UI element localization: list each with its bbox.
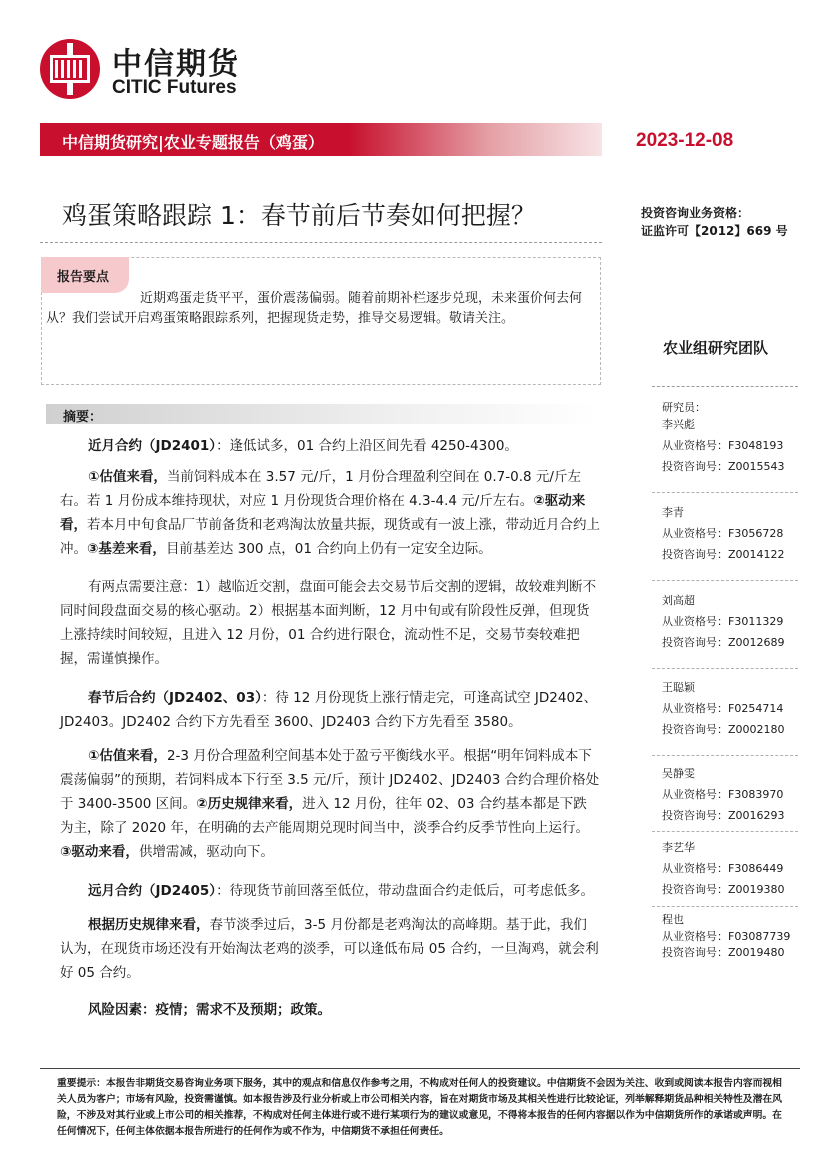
history-rule-heading: 根据历史规律来看，	[88, 917, 210, 933]
analyst-divider	[652, 668, 798, 669]
paragraph-risk	[60, 998, 600, 1022]
report-date: 2023-12-08	[636, 130, 734, 151]
team-divider	[652, 386, 798, 387]
analyst-advisory: 投资咨询号：Z0019380	[662, 883, 785, 896]
analyst-name: 李青	[662, 506, 684, 519]
basis-heading: ③基差来看，	[87, 541, 166, 557]
citic-futures-logo	[38, 37, 258, 101]
report-title: 鸡蛋策略跟踪 1：春节前后节奏如何把握？	[62, 201, 536, 230]
analyst-card	[662, 909, 802, 962]
analyst-cert: 从业资格号：F3011329	[662, 615, 784, 628]
paragraph-history	[60, 913, 600, 985]
key-points-tab	[41, 257, 129, 293]
analyst-advisory: 投资咨询号：Z0012689	[662, 636, 785, 649]
analyst-divider	[652, 755, 798, 756]
analyst-advisory: 投资咨询号：Z0014122	[662, 548, 785, 561]
analyst-advisory: 投资咨询号：Z0019480	[662, 946, 785, 959]
driver-text-2: 供增需减，驱动向下。	[138, 844, 274, 860]
report-category-banner	[40, 123, 602, 156]
citic-logo-icon	[38, 37, 102, 101]
analyst-name: 程也	[662, 913, 684, 926]
valuation-text-2: 2-3 月份合理盈利空间基本处于盈亏平衡线水平。根据“明年饲料成本下震荡偏弱”的预期，若饲料成本下行至 3.5 元/斤，预计 JD2402、JD2403 合约合理价格处于 3400-3500 区间。	[60, 748, 600, 812]
analyst-cert: 从业资格号：F3086449	[662, 862, 784, 875]
paragraph-post-festival	[60, 686, 600, 734]
paragraph-far-month	[60, 879, 600, 903]
analyst-cert: 从业资格号：F3083970	[662, 788, 784, 801]
team-title: 农业组研究团队	[663, 339, 769, 357]
driver-heading: ②驱动来看，	[60, 493, 586, 533]
paragraph-notes: 有两点需要注意：1）越临近交割，盘面可能会去交易节后交割的逻辑，故较难判断不同时间段盘面交易的核心驱动。2）根据基本面判断，12 月中旬或有阶段性反弹，但现货上涨持续时间较短，且进入 12 月份，01 合约进行限仓，流动性不足，交易节奏较难把握，需谨慎操作。	[60, 579, 597, 667]
analyst-card	[662, 677, 802, 740]
analyst-cert: 从业资格号：F3048193	[662, 439, 784, 452]
near-month-heading: 近月合约（JD2401）	[88, 438, 217, 454]
disclaimer: 重要提示：本报告非期货交易咨询业务项下服务，其中的观点和信息仅作参考之用，不构成对任何人的投资建议。中信期货不会因为关注、收到或阅读本报告内容而视相关人员为客户；市场有风险，投资需谨慎。如本报告涉及行业分析或上市公司相关内容，旨在对期货市场及其相关性进行比较论证，列举解释期货品种相关特性及潜在风险，不涉及对其行业或上市公司的相关推荐，不构成对任何主体进行或不进行某项行为的建议或意见，不得将本报告的任何内容据以作为中信期货所作的承诺或声明。在任何情况下，任何主体依据本报告所进行的任何作为或不作为，中信期货不承担任何责任。	[57, 1078, 782, 1137]
driver-heading-2: ③驱动来看，	[60, 844, 139, 860]
qualification-block	[641, 204, 788, 240]
analyst-cert: 从业资格号：F3056728	[662, 527, 784, 540]
far-month-text: ：待现货节前回落至低位，带动盘面合约走低后，可考虑低多。	[216, 883, 595, 899]
analyst-cert: 从业资格号：F0254714	[662, 702, 784, 715]
analyst-divider	[652, 906, 798, 907]
paragraph-near-month	[60, 434, 600, 458]
key-points-label: 报告要点	[57, 270, 110, 285]
analyst-divider	[652, 580, 798, 581]
analyst-name: 李兴彪	[662, 418, 695, 431]
basis-text: 目前基差达 300 点，01 合约向上仍有一定安全边际。	[165, 541, 492, 557]
analyst-card	[662, 763, 802, 826]
history-heading: ②历史规律来看，	[196, 796, 303, 812]
driver-text: 若本月中旬食品厂节前备货和老鸡淘汰放量共振，现货或有一波上涨，带动近月合约上冲。	[60, 517, 600, 557]
researcher-label: 研究员：	[662, 401, 706, 414]
paragraph-near-month-analysis	[60, 465, 600, 561]
analyst-cert: 从业资格号：F03087739	[662, 930, 791, 943]
analyst-name: 王聪颖	[662, 681, 695, 694]
analyst-card	[662, 590, 802, 653]
license-number: 证监许可【2012】669 号	[641, 224, 788, 238]
history-text: 进入 12 月份，往年 02、03 合约基本都是下跌为主，除了 2020 年，在明确的去产能周期兑现时间当中，淡季合约反季节性向上运行。	[60, 796, 589, 836]
post-festival-text: ：待 12 月份现货上涨行情走完，可逢高试空 JD2402、JD2403。JD2402 合约下方先看至 3600、JD2403 合约下方先看至 3580。	[60, 690, 598, 730]
far-month-heading: 远月合约（JD2405）	[88, 883, 217, 899]
analyst-divider	[652, 492, 798, 493]
footer-divider	[40, 1068, 800, 1069]
analyst-name: 刘高超	[662, 594, 695, 607]
analyst-name: 李艺华	[662, 841, 695, 854]
analyst-advisory: 投资咨询号：Z0002180	[662, 723, 785, 736]
paragraph-post-festival-analysis	[60, 744, 600, 864]
summary-header	[46, 404, 598, 424]
analyst-card	[662, 414, 802, 477]
valuation-heading: ①估值来看，	[88, 469, 167, 485]
post-festival-heading: 春节后合约（JD2402、03）	[88, 690, 262, 706]
brand-name-en: CITIC Futures	[112, 77, 237, 98]
valuation-heading-2: ①估值来看，	[88, 748, 167, 764]
summary-label: 摘要：	[63, 410, 103, 425]
qualification-label: 投资咨询业务资格：	[641, 206, 750, 220]
near-month-text: ：逢低试多，01 合约上沿区间先看 4250-4300。	[216, 438, 518, 454]
analyst-name: 吴静雯	[662, 767, 695, 780]
analyst-advisory: 投资咨询号：Z0015543	[662, 460, 785, 473]
brand-name-cn: 中信期货	[112, 47, 240, 82]
analyst-divider	[652, 831, 798, 832]
report-category: 中信期货研究|农业专题报告（鸡蛋）	[62, 133, 324, 152]
key-points-text: 近期鸡蛋走货平平，蛋价震荡偏弱。随着前期补栏逐步兑现，未来蛋价何去何从？我们尝试开启鸡蛋策略跟踪系列，把握现货走势，推导交易逻辑。敬请关注。	[46, 291, 583, 326]
analyst-card	[662, 502, 802, 565]
valuation-text: 当前饲料成本在 3.57 元/斤，1 月份合理盈利空间在 0.7-0.8 元/斤左右。若 1 月份成本维持现状，对应 1 月份现货合理价格在 4.3-4.4 元/斤左右。	[60, 469, 581, 509]
analyst-advisory: 投资咨询号：Z0016293	[662, 809, 785, 822]
title-divider	[40, 242, 602, 243]
risk-factors: 风险因素：疫情；需求不及预期；政策。	[88, 1002, 331, 1018]
analyst-card	[662, 837, 802, 900]
history-rule-text: 春节淡季过后，3-5 月份都是老鸡淘汰的高峰期。基于此，我们认为，在现货市场还没有开始淘汰老鸡的淡季，可以逢低布局 05 合约，一旦淘鸡，就会利好 05 合约。	[60, 917, 599, 981]
